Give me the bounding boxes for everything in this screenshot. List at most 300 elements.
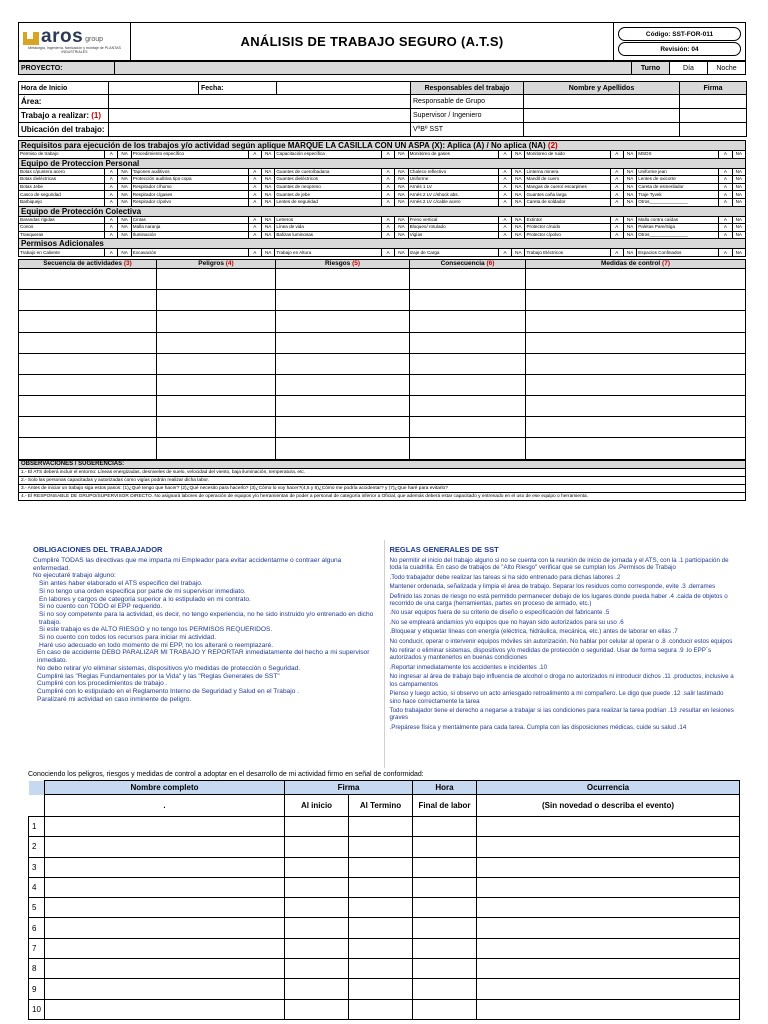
epp-item-label: Botas dieléctricas	[19, 176, 105, 184]
activity-cell[interactable]	[410, 353, 526, 374]
signature-cell[interactable]	[413, 959, 477, 979]
activity-cell[interactable]	[526, 290, 746, 311]
activity-cell[interactable]	[157, 438, 276, 459]
epp-no-aplica-box[interactable]: NA	[732, 191, 745, 199]
epp-no-aplica-box[interactable]: NA	[732, 168, 745, 176]
resp-sign-2[interactable]	[680, 109, 747, 123]
epp-no-aplica-box[interactable]: NA	[623, 176, 636, 184]
epp-no-aplica-box[interactable]: NA	[732, 176, 745, 184]
epc-aplica-box[interactable]: A	[719, 224, 732, 232]
sign-ocurrencia-header: Ocurrencia	[477, 781, 740, 795]
epp-aplica-box[interactable]: A	[381, 183, 394, 191]
signature-cell[interactable]	[477, 938, 740, 958]
activity-col-header	[157, 259, 276, 268]
epp-no-aplica-box[interactable]: NA	[262, 191, 275, 199]
activity-cell[interactable]	[276, 353, 410, 374]
epp-no-aplica-box[interactable]: NA	[623, 191, 636, 199]
epc-no-aplica-box[interactable]: NA	[395, 224, 408, 232]
epp-aplica-box[interactable]: A	[719, 198, 732, 206]
signature-cell[interactable]	[285, 817, 349, 837]
epc-aplica-box[interactable]: A	[498, 231, 511, 239]
activity-col-header	[276, 259, 410, 268]
epp-no-aplica-box[interactable]: NA	[623, 183, 636, 191]
signature-cell[interactable]	[477, 959, 740, 979]
ats-form	[18, 22, 746, 501]
activity-cell[interactable]	[19, 396, 157, 417]
requisito-aplica-box[interactable]: A	[248, 151, 261, 159]
epp-no-aplica-box[interactable]: NA	[512, 191, 525, 199]
epp-aplica-box[interactable]: A	[105, 198, 118, 206]
signature-row	[29, 959, 740, 979]
epp-no-aplica-box[interactable]: NA	[262, 198, 275, 206]
resp-name-3[interactable]	[524, 123, 680, 137]
signature-cell[interactable]	[349, 959, 413, 979]
activity-cell[interactable]	[276, 417, 410, 438]
activity-cell[interactable]	[526, 353, 746, 374]
requisito-no-aplica-box[interactable]: NA	[395, 151, 408, 159]
signature-cell[interactable]	[45, 898, 285, 918]
activity-cell[interactable]	[19, 417, 157, 438]
activity-cell[interactable]	[19, 290, 157, 311]
activity-cell[interactable]	[157, 396, 276, 417]
resp-name-1[interactable]	[524, 95, 680, 109]
epc-aplica-box[interactable]: A	[381, 216, 394, 224]
epc-aplica-box[interactable]: A	[248, 224, 261, 232]
epc-aplica-box[interactable]: A	[381, 224, 394, 232]
epc-aplica-box[interactable]: A	[248, 216, 261, 224]
obs-line: 3.- Antes de iniciar un trabajo siga estos pasos: (1)¿Qué tengo que hacer? (2)¿Qué necesito para hacerlo? (3)¿Cómo lo voy hacer?(4,5 y 6)¿Cómo me podría accidentar? y (7)¿Que haré para evitarlo?	[19, 484, 746, 492]
epp-aplica-box[interactable]: A	[381, 168, 394, 176]
requisito-aplica-box[interactable]: A	[610, 151, 623, 159]
ubicacion-input[interactable]	[109, 123, 411, 137]
area-input[interactable]	[109, 95, 411, 109]
epc-no-aplica-box[interactable]: NA	[262, 216, 275, 224]
epc-no-aplica-box[interactable]: NA	[512, 231, 525, 239]
epp-aplica-box[interactable]: A	[719, 183, 732, 191]
epc-item-label: Malla contra caídas	[637, 216, 719, 224]
epp-aplica-box[interactable]: A	[610, 198, 623, 206]
permiso-no-aplica-box[interactable]: NA	[623, 249, 636, 257]
activity-col-num: (4)	[225, 260, 234, 268]
epp-aplica-box[interactable]: A	[610, 183, 623, 191]
fecha-input[interactable]	[277, 82, 411, 95]
epp-no-aplica-box[interactable]: NA	[118, 183, 131, 191]
signature-cell[interactable]	[45, 877, 285, 897]
epc-aplica-box[interactable]: A	[498, 216, 511, 224]
signature-cell[interactable]	[477, 877, 740, 897]
epp-aplica-box[interactable]: A	[498, 183, 511, 191]
requisito-no-aplica-box[interactable]: NA	[262, 151, 275, 159]
signature-row-number: 1	[29, 817, 45, 837]
activity-cell[interactable]	[276, 396, 410, 417]
epc-no-aplica-box[interactable]: NA	[118, 224, 131, 232]
epc-aplica-box[interactable]: A	[105, 216, 118, 224]
sign-final-labor: Final de labor	[413, 795, 477, 817]
signature-cell[interactable]	[413, 999, 477, 1019]
turno-dia[interactable]: Día	[670, 62, 708, 75]
signature-cell[interactable]	[477, 999, 740, 1019]
activity-cell[interactable]	[410, 311, 526, 332]
epp-item-label: Arnés 2 LV c/shock abs.	[408, 191, 498, 199]
epc-item-label: Bloqueo/ rotulado	[408, 224, 498, 232]
activity-cell[interactable]	[526, 268, 746, 289]
epc-aplica-box[interactable]: A	[610, 224, 623, 232]
permiso-no-aplica-box[interactable]: NA	[732, 249, 745, 257]
signature-cell[interactable]	[285, 918, 349, 938]
epp-aplica-box[interactable]: A	[381, 176, 394, 184]
epp-aplica-box[interactable]: A	[248, 198, 261, 206]
epp-row	[19, 191, 746, 199]
epp-aplica-box[interactable]: A	[248, 183, 261, 191]
requisito-no-aplica-box[interactable]: NA	[512, 151, 525, 159]
activity-cell[interactable]	[276, 268, 410, 289]
epc-item-label: Freno vertical	[408, 216, 498, 224]
permiso-no-aplica-box[interactable]: NA	[118, 249, 131, 257]
epc-no-aplica-box[interactable]: NA	[512, 224, 525, 232]
activity-col-label: Secuencia de actividades	[43, 260, 122, 268]
epc-no-aplica-box[interactable]: NA	[512, 216, 525, 224]
turno-label: Turno	[632, 62, 670, 75]
trabajo-input[interactable]	[109, 109, 411, 123]
signature-cell[interactable]	[285, 898, 349, 918]
epp-aplica-box[interactable]: A	[381, 198, 394, 206]
activity-cell[interactable]	[526, 311, 746, 332]
reglas-box	[385, 540, 741, 768]
resp-sign-1[interactable]	[680, 95, 747, 109]
activity-cell[interactable]	[276, 374, 410, 395]
activity-cell[interactable]	[157, 353, 276, 374]
form-revision: Revisión: 04	[618, 42, 741, 56]
signature-cell[interactable]	[477, 979, 740, 999]
obs-title: OBSERVACIONES / SUGERENCIAS:	[19, 460, 746, 468]
epc-aplica-box[interactable]: A	[719, 231, 732, 239]
signature-cell[interactable]	[45, 817, 285, 837]
epc-aplica-box[interactable]: A	[105, 224, 118, 232]
epp-aplica-box[interactable]: A	[498, 191, 511, 199]
requisito-aplica-box[interactable]: A	[105, 151, 118, 159]
epp-no-aplica-box[interactable]: NA	[118, 198, 131, 206]
epp-aplica-box[interactable]: A	[248, 176, 261, 184]
activity-cell[interactable]	[157, 332, 276, 353]
activity-cell[interactable]	[19, 353, 157, 374]
signature-cell[interactable]	[45, 959, 285, 979]
regla-line: No retirar o eliminar sistemas, dispositivos y/o medidas de protección o seguridad. Usar de forma segura .9 .lo EPP´s autorizados y mantenerlos en buenas condiciones	[389, 647, 712, 662]
signature-cell[interactable]	[285, 837, 349, 857]
turno-noche[interactable]: Noche	[708, 62, 746, 75]
epc-no-aplica-box[interactable]: NA	[732, 231, 745, 239]
signature-cell[interactable]	[349, 898, 413, 918]
activity-cell[interactable]	[276, 332, 410, 353]
epp-no-aplica-box[interactable]: NA	[262, 176, 275, 184]
epp-aplica-box[interactable]: A	[381, 191, 394, 199]
epp-aplica-box[interactable]: A	[498, 198, 511, 206]
permiso-aplica-box[interactable]: A	[719, 249, 732, 257]
activity-cell[interactable]	[157, 268, 276, 289]
signature-row-number: 10	[29, 999, 45, 1019]
epp-item-label: Casco de seguridad	[19, 191, 105, 199]
epc-no-aplica-box[interactable]: NA	[623, 231, 636, 239]
sign-firma-header: Firma	[285, 781, 413, 795]
epc-no-aplica-box[interactable]: NA	[732, 216, 745, 224]
signature-cell[interactable]	[45, 979, 285, 999]
project-label: PROYECTO:	[19, 62, 115, 75]
activity-cell[interactable]	[157, 290, 276, 311]
epc-aplica-box[interactable]: A	[248, 231, 261, 239]
signature-row-number: 5	[29, 898, 45, 918]
permiso-aplica-box[interactable]: A	[610, 249, 623, 257]
signature-cell[interactable]	[285, 999, 349, 1019]
activity-cell[interactable]	[526, 417, 746, 438]
signature-row	[29, 918, 740, 938]
permiso-no-aplica-box[interactable]: NA	[512, 249, 525, 257]
signature-cell[interactable]	[413, 817, 477, 837]
epp-item-label: Uniforme	[408, 176, 498, 184]
signature-cell[interactable]	[45, 918, 285, 938]
epp-item-label: Guantes caña larga	[525, 191, 610, 199]
epp-aplica-box[interactable]: A	[248, 168, 261, 176]
activity-row	[19, 417, 746, 438]
epc-item-label: Conos	[19, 224, 105, 232]
activity-cell[interactable]	[410, 396, 526, 417]
requisito-aplica-box[interactable]: A	[719, 151, 732, 159]
activity-cell[interactable]	[410, 268, 526, 289]
epp-item-label: Traje Tyvek	[637, 191, 719, 199]
permiso-no-aplica-box[interactable]: NA	[262, 249, 275, 257]
activity-cell[interactable]	[276, 290, 410, 311]
epp-no-aplica-box[interactable]: NA	[732, 183, 745, 191]
requisito-no-aplica-box[interactable]: NA	[118, 151, 131, 159]
permiso-item-label: Excavación	[131, 249, 248, 257]
epp-aplica-box[interactable]: A	[719, 191, 732, 199]
activity-cell[interactable]	[19, 374, 157, 395]
requisito-aplica-box[interactable]: A	[498, 151, 511, 159]
obligacion-line: Sin antes haber elaborado el ATS especifico del trabajo.	[39, 580, 203, 588]
epp-no-aplica-box[interactable]: NA	[395, 198, 408, 206]
signature-row	[29, 898, 740, 918]
signature-cell[interactable]	[349, 999, 413, 1019]
resp-name-2[interactable]	[524, 109, 680, 123]
activity-cell[interactable]	[526, 396, 746, 417]
epp-no-aplica-box[interactable]: NA	[395, 168, 408, 176]
signature-cell[interactable]	[285, 979, 349, 999]
activity-col-label: Medidas de control	[601, 260, 661, 268]
epp-aplica-box[interactable]: A	[610, 176, 623, 184]
epc-aplica-box[interactable]: A	[105, 231, 118, 239]
obligacion-line: Cumpliré con los procedimientos de trabajo .	[37, 680, 168, 688]
epp-aplica-box[interactable]: A	[105, 183, 118, 191]
signature-cell[interactable]	[413, 877, 477, 897]
company-logo	[19, 23, 131, 61]
form-code: Código: SST-FOR-011	[618, 27, 741, 41]
epp-aplica-box[interactable]: A	[105, 191, 118, 199]
signature-cell[interactable]	[285, 959, 349, 979]
permiso-no-aplica-box[interactable]: NA	[395, 249, 408, 257]
regla-line: .Todo trabajador debe realizar las tareas si ha sido entrenado para dichas labores .2	[389, 573, 621, 581]
epc-aplica-box[interactable]: A	[610, 231, 623, 239]
permisos-row	[19, 249, 746, 257]
activity-cell[interactable]	[276, 438, 410, 459]
signature-cell[interactable]	[413, 979, 477, 999]
epp-item-label: Respirador c/humo	[131, 183, 248, 191]
epp-no-aplica-box[interactable]: NA	[512, 176, 525, 184]
epc-no-aplica-box[interactable]: NA	[395, 231, 408, 239]
activity-cell[interactable]	[19, 268, 157, 289]
epp-aplica-box[interactable]: A	[105, 168, 118, 176]
signature-row-number: 3	[29, 857, 45, 877]
signature-cell[interactable]	[413, 898, 477, 918]
signature-cell[interactable]	[477, 857, 740, 877]
epp-no-aplica-box[interactable]: NA	[118, 176, 131, 184]
epc-aplica-box[interactable]: A	[719, 216, 732, 224]
epp-item-label: Protección auditiva tipo copa	[131, 176, 248, 184]
sign-hora-header: Hora	[413, 781, 477, 795]
epp-aplica-box[interactable]: A	[248, 191, 261, 199]
signature-cell[interactable]	[45, 857, 285, 877]
epc-no-aplica-box[interactable]: NA	[395, 216, 408, 224]
signature-cell[interactable]	[413, 918, 477, 938]
regla-line: Todo trabajador tiene el derecho a negarse a trabajar si las condiciones para realizar la tarea podrian .13 .resultar en lesiones graves	[389, 706, 734, 722]
activity-cell[interactable]	[410, 374, 526, 395]
epc-item-label: Línea de vida	[275, 224, 382, 232]
permiso-item-label: Izaje de Carga	[408, 249, 498, 257]
signature-cell[interactable]	[477, 837, 740, 857]
sign-al-inicio: Al inicio	[285, 795, 349, 817]
epp-row	[19, 198, 746, 206]
epp-aplica-box[interactable]: A	[105, 176, 118, 184]
epp-no-aplica-box[interactable]: NA	[118, 191, 131, 199]
epc-no-aplica-box[interactable]: NA	[262, 224, 275, 232]
epc-no-aplica-box[interactable]: NA	[118, 231, 131, 239]
signature-cell[interactable]	[349, 837, 413, 857]
activity-cell[interactable]	[526, 374, 746, 395]
signature-cell[interactable]	[349, 938, 413, 958]
signature-cell[interactable]	[413, 837, 477, 857]
regla-line: No conducir, operar o intervenir equipos móviles sin autorización. No hablar por celular al operar o .8 .conducir estos equipos	[389, 637, 733, 645]
epp-no-aplica-box[interactable]: NA	[262, 183, 275, 191]
regla-line: .No usar equipos fuera de su criterio de diseño o especificación del fabricante .5	[389, 609, 610, 617]
resp-sign-3[interactable]	[680, 123, 747, 137]
epp-no-aplica-box[interactable]: NA	[262, 168, 275, 176]
epp-row	[19, 183, 746, 191]
epp-aplica-box[interactable]: A	[498, 176, 511, 184]
epc-item-label: Vigías	[408, 231, 498, 239]
epp-no-aplica-box[interactable]: NA	[395, 183, 408, 191]
activity-cell[interactable]	[19, 332, 157, 353]
epc-aplica-box[interactable]: A	[498, 224, 511, 232]
signature-cell[interactable]	[413, 938, 477, 958]
signature-cell[interactable]	[45, 837, 285, 857]
epp-no-aplica-box[interactable]: NA	[512, 198, 525, 206]
signature-cell[interactable]	[285, 877, 349, 897]
epc-no-aplica-box[interactable]: NA	[262, 231, 275, 239]
epp-no-aplica-box[interactable]: NA	[512, 168, 525, 176]
signature-cell[interactable]	[477, 817, 740, 837]
epp-aplica-box[interactable]: A	[498, 168, 511, 176]
requisito-no-aplica-box[interactable]: NA	[732, 151, 745, 159]
activity-cell[interactable]	[410, 417, 526, 438]
permiso-aplica-box[interactable]: A	[498, 249, 511, 257]
signature-cell[interactable]	[349, 817, 413, 837]
signature-cell[interactable]	[45, 938, 285, 958]
signature-row	[29, 999, 740, 1019]
epp-item-label: Respirador c/gases	[131, 191, 248, 199]
activity-cell[interactable]	[410, 332, 526, 353]
epp-no-aplica-box[interactable]: NA	[512, 183, 525, 191]
epp-item-label: Lentes de seguridad	[275, 198, 382, 206]
epp-aplica-box[interactable]: A	[610, 168, 623, 176]
requisito-item-label: Monitoreo de gases	[408, 151, 498, 159]
activity-cell[interactable]	[157, 311, 276, 332]
activity-col-num: (5)	[352, 260, 361, 268]
signature-cell[interactable]	[285, 938, 349, 958]
activity-col-header	[19, 259, 157, 268]
permiso-aplica-box[interactable]: A	[248, 249, 261, 257]
signature-cell[interactable]	[45, 999, 285, 1019]
epp-aplica-box[interactable]: A	[719, 168, 732, 176]
activity-cell[interactable]	[410, 438, 526, 459]
epc-aplica-box[interactable]: A	[610, 216, 623, 224]
epc-aplica-box[interactable]: A	[381, 231, 394, 239]
logo-tagline: Metalurgia, Ingeniería, fabricación y montaje de PLANTAS INDUSTRIALES	[28, 45, 121, 54]
sign-nombre-header: Nombre completo	[45, 781, 285, 795]
epp-item-label: Arnés 1 LV	[408, 183, 498, 191]
signature-cell[interactable]	[477, 918, 740, 938]
requisito-item-label: Procedimiento específico	[131, 151, 248, 159]
epc-no-aplica-box[interactable]: NA	[623, 216, 636, 224]
activity-cell[interactable]	[157, 374, 276, 395]
activity-cell[interactable]	[276, 311, 410, 332]
epc-no-aplica-box[interactable]: NA	[623, 224, 636, 232]
permiso-aplica-box[interactable]: A	[381, 249, 394, 257]
requisito-no-aplica-box[interactable]: NA	[623, 151, 636, 159]
epp-aplica-box[interactable]: A	[610, 191, 623, 199]
activity-row	[19, 374, 746, 395]
epp-no-aplica-box[interactable]: NA	[623, 198, 636, 206]
epp-no-aplica-box[interactable]: NA	[395, 176, 408, 184]
signature-cell[interactable]	[477, 898, 740, 918]
activity-cell[interactable]	[157, 417, 276, 438]
sign-al-termino: Al Termino	[349, 795, 413, 817]
signature-cell[interactable]	[349, 857, 413, 877]
permiso-aplica-box[interactable]: A	[105, 249, 118, 257]
epp-no-aplica-box[interactable]: NA	[623, 168, 636, 176]
requisito-aplica-box[interactable]: A	[381, 151, 394, 159]
epp-no-aplica-box[interactable]: NA	[395, 191, 408, 199]
signature-cell[interactable]	[349, 979, 413, 999]
hora-inicio-input[interactable]	[109, 82, 199, 95]
signature-cell[interactable]	[413, 857, 477, 877]
epp-aplica-box[interactable]: A	[719, 176, 732, 184]
epp-no-aplica-box[interactable]: NA	[732, 198, 745, 206]
epc-no-aplica-box[interactable]: NA	[732, 224, 745, 232]
activity-cell[interactable]	[410, 290, 526, 311]
activity-cell[interactable]	[526, 332, 746, 353]
requisitos-header: Requisitos para ejecución de los trabajos y/o actividad según aplique MARQUE LA CASILLA CON UN ASPA (X): Aplica (A) / No aplica (NA) (2)	[19, 141, 746, 151]
activity-col-header	[410, 259, 526, 268]
epc-item-label: Balizas luminosas	[275, 231, 382, 239]
signature-cell[interactable]	[349, 877, 413, 897]
epp-no-aplica-box[interactable]: NA	[118, 168, 131, 176]
reglas-title: REGLAS GENERALES DE SST	[389, 545, 499, 554]
activity-cell[interactable]	[19, 311, 157, 332]
signature-row-number: 2	[29, 837, 45, 857]
epc-no-aplica-box[interactable]: NA	[118, 216, 131, 224]
project-input[interactable]	[115, 62, 632, 75]
activity-cell[interactable]	[526, 438, 746, 459]
signature-cell[interactable]	[349, 918, 413, 938]
activity-cell[interactable]	[19, 438, 157, 459]
signature-cell[interactable]	[285, 857, 349, 877]
